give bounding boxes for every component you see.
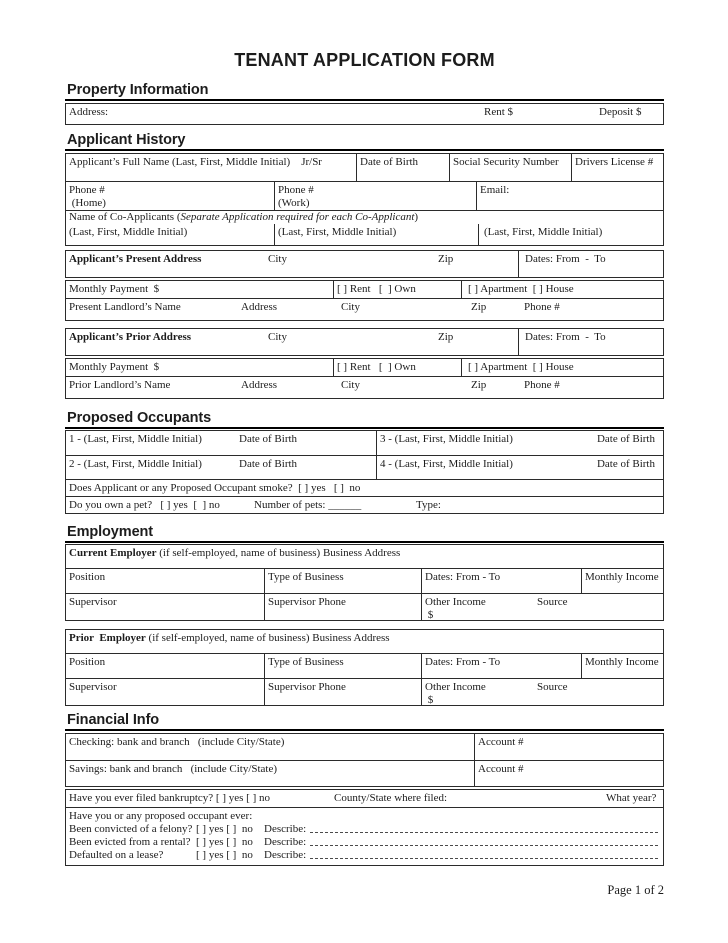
history-row-name [66,154,663,181]
prior-position-row [66,653,663,678]
present-landlord-label: Present Landlord’s Name [69,301,181,313]
evicted-question: Been evicted from a rental? [69,836,191,848]
smoke-question: Does Applicant or any Proposed Occupant smoke? [ ] yes [ ] no [69,482,361,494]
coapplicants-note: Separate Application required for each Co-Applicant [180,211,415,223]
section-heading-property: Property Information [65,83,664,101]
pet-row [66,496,663,513]
prior-other-income-line [425,681,661,694]
coapplicants-subrow [66,224,663,245]
section-heading-financial: Financial Info [65,713,664,731]
phone-work-cell [274,182,476,210]
prior-dates-label: Dates: From - To [518,329,663,355]
phone-home-sublabel: (Home) [69,197,106,209]
current-other-income-label: Other Income [425,596,486,608]
history-row-phones [66,181,663,210]
present-address-row [66,251,663,277]
prior-supervisor-row [66,678,663,705]
occupant-1-label: 1 - (Last, First, Middle Initial) [69,433,202,445]
prior-landlord-row [66,376,663,398]
bank-accounts-table [65,733,664,787]
current-dollar-sign: $ [425,609,434,620]
bankruptcy-question: Have you ever filed bankruptcy? [ ] yes [ ] no [69,792,270,804]
present-address-header-table [65,250,664,278]
prior-dollar-sign: $ [425,694,434,705]
phone-home-cell [66,182,274,210]
prior-address-row [66,329,663,355]
occupants-row-1 [66,431,663,455]
felony-row [69,823,660,836]
occupant-3-label: 3 - (Last, First, Middle Initial) [380,433,513,445]
evicted-describe-label: Describe: [264,836,307,848]
prior-source-label: Source [537,681,568,693]
prior-address-cell [66,329,518,355]
history-row-coapplicants [66,210,663,245]
deposit-label: Deposit $ [599,106,642,118]
occupants-row-2 [66,455,663,479]
pet-question: Do you own a pet? [ ] yes [ ] no [69,499,220,511]
present-payment-row [66,281,663,298]
prior-payment-row [66,359,663,376]
current-other-income-cell [421,594,663,620]
coapplicant-2-label: (Last, First, Middle Initial) [274,224,478,245]
felony-yes-no-checkboxes: [ ] yes [ ] no [196,823,253,835]
felony-describe-label: Describe: [264,823,307,835]
occupants-table [65,430,664,514]
prior-landlord-zip-label: Zip [471,379,487,391]
prior-income-label: Monthly Income [581,654,663,678]
prior-rent-own-checkboxes: [ ] Rent [ ] Own [333,359,461,376]
savings-label: Savings: bank and branch (include City/State) [69,763,278,775]
section-heading-occupants: Proposed Occupants [65,411,664,429]
form-content [65,0,664,898]
address-label: Address: [69,106,109,118]
present-apartment-house-checkboxes: [ ] Apartment [ ] House [461,281,663,298]
prior-business-type-label: Type of Business [264,654,421,678]
evicted-yes-no-checkboxes: [ ] yes [ ] no [196,836,253,848]
defaulted-describe-line [310,849,658,859]
prior-apartment-house-checkboxes: [ ] Apartment [ ] House [461,359,663,376]
dob-label: Date of Birth [356,154,449,181]
current-supervisor-phone-label: Supervisor Phone [264,594,421,620]
prior-zip-label: Zip [438,331,454,343]
prior-landlord-city-label: City [341,379,360,391]
email-label: Email: [480,184,510,196]
present-landlord-phone-label: Phone # [524,301,560,313]
evicted-describe-line [310,836,658,846]
savings-account-label: Account # [474,761,663,786]
coapplicant-3-label: (Last, First, Middle Initial) [478,224,663,245]
occupant-4-cell [376,456,663,479]
current-dates-label: Dates: From - To [421,569,581,593]
prior-employer-note: (if self-employed, name of business) Business Address [145,632,390,644]
prior-landlord-address-label: Address [241,379,278,391]
prior-monthly-payment-label: Monthly Payment $ [69,361,160,373]
what-year-label: What year? [606,792,657,804]
section-heading-employment: Employment [65,525,664,543]
occupant-3-dob-label: Date of Birth [596,433,655,445]
current-other-income-line [425,596,661,609]
current-employer-table [65,544,664,621]
record-questions-table [65,807,664,866]
coapplicants-label-close: ) [414,211,419,223]
current-employer-row [66,545,663,568]
defaulted-row [69,849,660,862]
prior-employer-row [66,630,663,653]
email-cell [476,182,663,210]
checking-account-label: Account # [474,734,663,760]
pet-number-label: Number of pets: ______ [254,499,362,511]
current-employer-label: Current Employer [69,547,157,559]
current-supervisor-label: Supervisor [69,596,117,608]
coapplicants-heading-line [66,211,663,224]
prior-other-income-cell [421,679,663,705]
defaulted-describe-label: Describe: [264,849,307,861]
prior-supervisor-label: Supervisor [69,681,117,693]
prior-other-income-label: Other Income [425,681,486,693]
savings-row [66,760,663,786]
coapplicant-1-label: (Last, First, Middle Initial) [69,226,188,238]
felony-describe-line [310,823,658,833]
current-income-label: Monthly Income [581,569,663,593]
prior-employer-table [65,629,664,706]
felony-question: Been convicted of a felony? [69,823,193,835]
present-address-label: Applicant’s Present Address [69,253,202,265]
phone-work-label: Phone # [278,184,314,196]
checking-label: Checking: bank and branch (include City/State) [69,736,285,748]
current-source-label: Source [537,596,568,608]
prior-employer-label: Prior Employer [69,632,146,644]
phone-work-sublabel: (Work) [278,197,310,209]
county-filed-label: County/State where filed: [334,792,448,804]
occupant-4-label: 4 - (Last, First, Middle Initial) [380,458,513,470]
prior-address-label: Applicant’s Prior Address [69,331,192,343]
occupant-4-dob-label: Date of Birth [596,458,655,470]
present-landlord-address-label: Address [241,301,278,313]
coapplicants-label: Name of Co-Applicants ( [69,211,181,223]
present-monthly-payment-label: Monthly Payment $ [69,283,160,295]
prior-address-detail-table [65,358,664,399]
occupant-2-dob-label: Date of Birth [239,458,298,470]
present-city-label: City [268,253,287,265]
rent-label: Rent $ [484,106,514,118]
occupant-1-dob-label: Date of Birth [239,433,298,445]
occupant-3-cell [376,431,663,455]
current-employer-note: (if self-employed, name of business) Business Address [156,547,401,559]
prior-city-label: City [268,331,287,343]
occupant-2-cell [66,456,376,479]
pet-type-label: Type: [416,499,441,511]
present-landlord-city-label: City [341,301,360,313]
present-landlord-zip-label: Zip [471,301,487,313]
ever-heading-row [69,810,660,823]
property-table [65,103,664,125]
current-position-row [66,568,663,593]
current-supervisor-row [66,593,663,620]
bankruptcy-table [65,789,664,808]
present-landlord-row [66,298,663,320]
form-title: TENANT APPLICATION FORM [234,50,495,70]
defaulted-yes-no-checkboxes: [ ] yes [ ] no [196,849,253,861]
applicant-history-table [65,153,664,246]
prior-supervisor-phone-label: Supervisor Phone [264,679,421,705]
prior-landlord-phone-label: Phone # [524,379,560,391]
section-heading-applicant-history: Applicant History [65,133,664,151]
property-row [66,104,663,124]
current-business-type-label: Type of Business [264,569,421,593]
occupant-2-label: 2 - (Last, First, Middle Initial) [69,458,202,470]
evicted-row [69,836,660,849]
drivers-license-label: Drivers License # [571,154,663,181]
occupant-1-cell [66,431,376,455]
prior-dates-label: Dates: From - To [421,654,581,678]
prior-employer-cell [66,630,663,653]
prior-position-label: Position [69,656,106,668]
ssn-label: Social Security Number [449,154,571,181]
present-address-detail-table [65,280,664,321]
prior-landlord-label: Prior Landlord’s Name [69,379,171,391]
present-zip-label: Zip [438,253,454,265]
checking-row [66,734,663,760]
smoke-row [66,479,663,496]
current-employer-cell [66,545,663,568]
bankruptcy-row [66,790,663,807]
present-dates-label: Dates: From - To [518,251,663,277]
full-name-label: Applicant’s Full Name (Last, First, Middle Initial) Jr/Sr [69,156,322,168]
present-address-cell [66,251,518,277]
present-rent-own-checkboxes: [ ] Rent [ ] Own [333,281,461,298]
page-number: Page 1 of 2 [607,883,664,897]
defaulted-question: Defaulted on a lease? [69,849,164,861]
ever-question-label: Have you or any proposed occupant ever: [69,810,253,822]
prior-address-header-table [65,328,664,356]
current-position-label: Position [69,571,106,583]
phone-home-label: Phone # [69,184,105,196]
